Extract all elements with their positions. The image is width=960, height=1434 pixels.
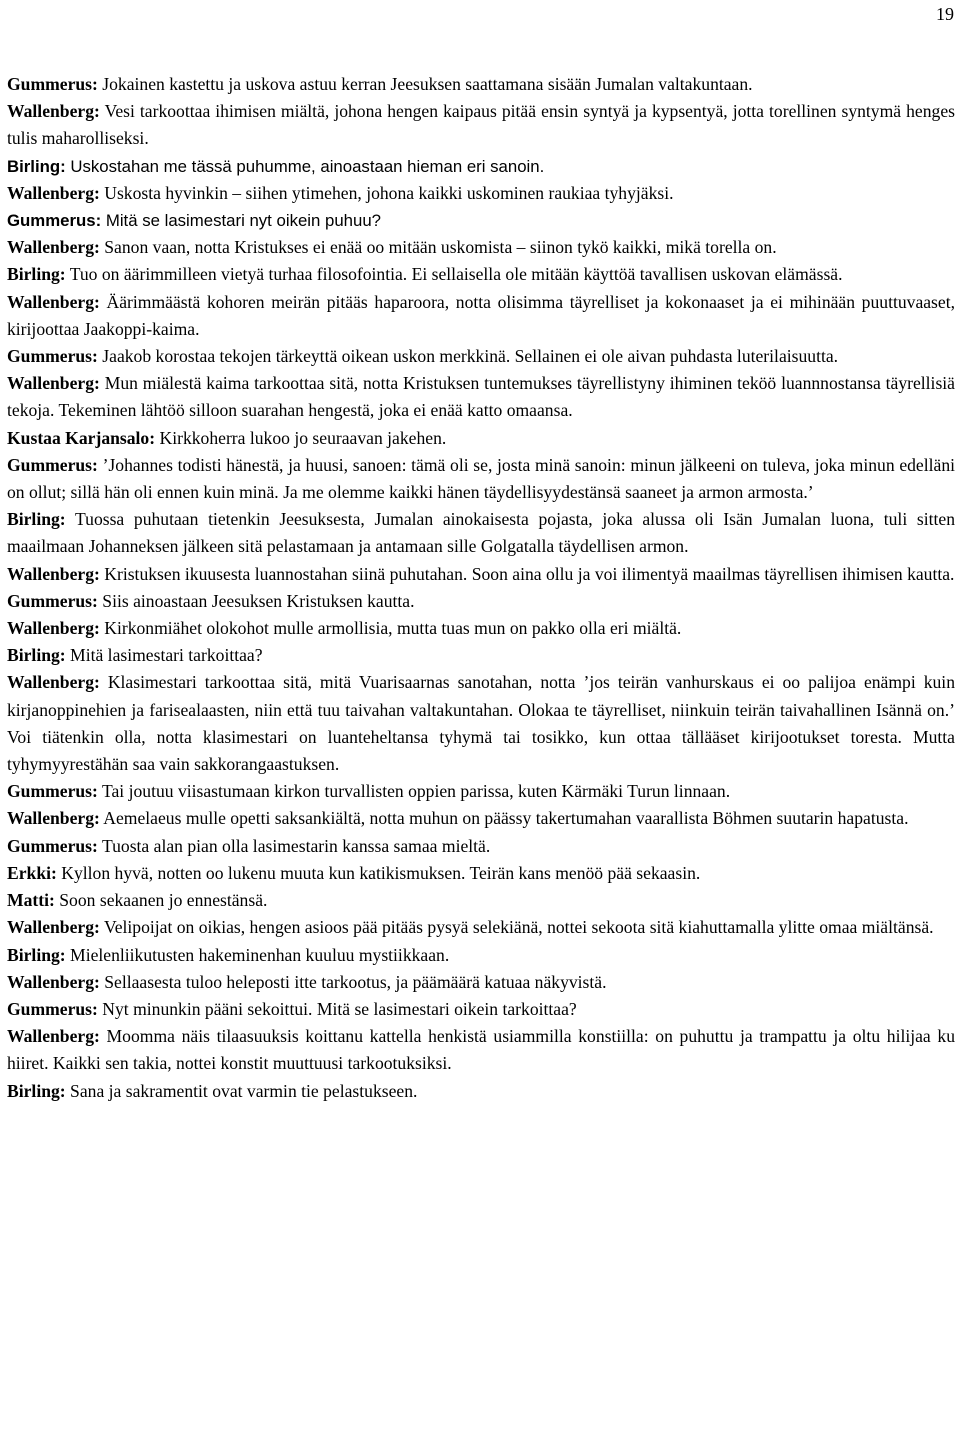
speaker-name: Wallenberg: [7,373,100,394]
line-text: Mitä se lasimestari nyt oikein puhuu? [101,211,382,231]
dialogue-line [7,343,955,370]
dialogue-line [7,234,955,261]
line-text: Tuosta alan pian olla lasimestarin kanssa samaa mieltä. [97,835,491,856]
line-text: Kristuksen ikuusesta luannostahan siinä puhutahan. Soon aina ollu ja voi ilimentyä maailmas täyrellisen ihimisen kautta. [99,563,955,584]
speaker-name: Gummerus: [7,74,98,94]
line-text: Äärimmäästä kohoren meirän pitääs haparoora, notta olisimma täyrelliset ja kokonaaset ja ei mihinään puuttuvaaset, kirijoottaa Jaakoppi-kaima. [7,291,955,339]
line-text: Tai joutuu viisastumaan kirkon turvallisten oppien parissa, kuten Kärmäki Turun linnaan. [97,781,731,802]
speaker-name: Wallenberg: [7,291,100,312]
speaker-name: Birling: [7,156,66,176]
dialogue-line [7,370,955,424]
speaker-name: Wallenberg: [7,672,100,693]
line-text: Sellaasesta tuloo heleposti itte tarkootus, ja päämäärä katuaa näkyvistä. [99,971,607,992]
dialogue-line [7,669,955,778]
speaker-name: Gummerus: [7,590,98,611]
speaker-name: Birling: [7,1080,66,1101]
dialogue-line [7,615,955,642]
dialogue-line [7,642,955,669]
dialogue-line [7,261,955,288]
speaker-name: Gummerus: [7,211,102,231]
dialogue-line [7,71,955,98]
line-text: Kirkkoherra lukoo jo seuraavan jakehen. [155,427,447,448]
speaker-name: Matti: [7,890,55,911]
speaker-name: Wallenberg: [7,563,100,584]
dialogue-line [7,942,955,969]
dialogue-line [7,153,955,180]
line-text: Mun miälestä kaima tarkoottaa sitä, notta Kristuksen tuntemukses täyrellistyny ihiminen teköö luannnostansa täyrellisiä tekoja. Tekeminen lähtöö silloon suarahan hengestä, joka ei enää katto omaansa. [7,373,955,421]
speaker-name: Wallenberg: [7,182,100,203]
line-text: Velipoijat on oikias, hengen asioos pää pitääs pysyä selekiänä, nottei sekoota sitä kiahuttamalla ylitte omaa miältänsä. [99,917,934,938]
dialogue-line [7,1078,955,1105]
speaker-name: Wallenberg: [7,917,100,938]
speaker-name: Wallenberg: [7,618,100,639]
dialogue-body [7,71,955,1105]
line-text: Klasimestari tarkoottaa sitä, mitä Vuarisaarnas sanotahan, notta ’jos teirän vanhurskaus ei oo palijoa enämpi kuin kirjanoppinehien ja farisealaasten, niin että tuu taivahan valtakuntahan. Olokaa te täyrelliset, niinkuin teirän taivahallinen Isännä on.’ Voi tiätenkin olla, notta klasimestari on luanteheltansa tyhymä tai tosikko, kun ottaa tällääset kirijootukset toresta. Mutta tyhymyyrestähän saa vain sakkorangaastuksen. [7,672,955,775]
speaker-name: Gummerus: [7,781,98,802]
speaker-name: Wallenberg: [7,237,100,258]
page-number: 19 [936,4,954,24]
speaker-name: Birling: [7,264,66,285]
dialogue-line [7,778,955,805]
line-text: Sanon vaan, notta Kristukses ei enää oo mitään uskomista – siinon tykö kaikki, mikä torella on. [99,237,777,258]
dialogue-line [7,561,955,588]
dialogue-line [7,914,955,941]
dialogue-line [7,887,955,914]
line-text: Uskostahan me tässä puhumme, ainoastaan hieman eri sanoin. [65,156,545,176]
dialogue-line [7,969,955,996]
speaker-name: Wallenberg: [7,971,100,992]
dialogue-line [7,506,955,560]
dialogue-line [7,588,955,615]
dialogue-line [7,860,955,887]
line-text: Tuossa puhutaan tietenkin Jeesuksesta, Jumalan ainokaisesta pojasta, joka alussa oli Isän Jumalan luona, tuli sitten maailmaan Johanneksen jälkeen sitä pelastamaan ja antamaan sille Golgatalla täydellisen armon. [7,509,955,557]
dialogue-line [7,1023,955,1077]
dialogue-line [7,289,955,343]
line-text: Mielenliikutusten hakeminenhan kuuluu mystiikkaan. [65,944,450,965]
dialogue-line [7,833,955,860]
speaker-name: Birling: [7,944,66,965]
speaker-name: Gummerus: [7,346,98,367]
dialogue-line [7,425,955,452]
line-text: Aemelaeus mulle opetti saksankiältä, notta muhun on päässy takertumahan vaarallista Böhmen suutarin hapatusta. [99,808,909,829]
speaker-name: Gummerus: [7,998,98,1019]
speaker-name: Birling: [7,645,66,666]
line-text: Jaakob korostaa tekojen tärkeyttä oikean uskon merkkinä. Sellainen ei ole aivan puhdasta luterilaisuutta. [97,346,839,367]
line-text: Mitä lasimestari tarkoittaa? [65,645,263,666]
speaker-name: Kustaa Karjansalo: [7,427,156,448]
line-text: Jokainen kastettu ja uskova astuu kerran Jeesuksen saattamana sisään Jumalan valtakuntaan. [97,74,753,94]
line-text: Kirkonmiähet olokohot mulle armollisia, mutta tuas mun on pakko olla eri miältä. [99,618,682,639]
dialogue-line [7,207,955,234]
line-text: Tuo on äärimmilleen vietyä turhaa filosofointia. Ei sellaisella ole mitään käyttöä tavallisen uskovan elämässä. [65,264,843,285]
line-text: ’Johannes todisti hänestä, ja huusi, sanoen: tämä oli se, josta minä sanoin: minun jälkeeni on tuleva, joka minun edelläni on ollut; sillä hän oli ennen kuin minä. Ja me olemme kaikki hänen täydellisyydestänsä saaneet ja armon armosta.’ [7,454,955,503]
line-text: Kyllon hyvä, notten oo lukenu muuta kun katikismuksen. Teirän kans menöö pää sekaasin. [56,862,701,883]
speaker-name: Wallenberg: [7,101,100,122]
line-text: Uskosta hyvinkin – siihen ytimehen, johona kaikki uskominen raukiaa tyhyjäksi. [99,182,674,203]
line-text: Nyt minunkin pääni sekoittui. Mitä se lasimestari oikein tarkoittaa? [97,998,577,1019]
line-text: Moomma näis tilaasuuksis koittanu kattella henkistä usiammilla konstiilla: on puhuttu ja trampattu ja oltu hilijaa ku hiiret. Kaikki sen takia, nottei konstit muuttuusi tarkootuksiksi. [7,1026,955,1074]
speaker-name: Gummerus: [7,454,98,475]
line-text: Vesi tarkoottaa ihimisen miältä, johona hengen kaipaus pitää ensin syntyä ja kypsentyä, jotta torellinen syntymä henges tulis maharolliseksi. [7,101,955,149]
speaker-name: Erkki: [7,862,57,883]
dialogue-line [7,98,955,152]
dialogue-line [7,996,955,1023]
speaker-name: Wallenberg: [7,1026,100,1047]
line-text: Sana ja sakramentit ovat varmin tie pelastukseen. [65,1080,418,1101]
dialogue-line [7,805,955,832]
speaker-name: Wallenberg: [7,808,100,829]
dialogue-line [7,180,955,207]
speaker-name: Birling: [7,509,66,530]
line-text: Soon sekaanen jo ennestänsä. [54,890,268,911]
dialogue-line [7,452,955,506]
line-text: Siis ainoastaan Jeesuksen Kristuksen kautta. [97,590,415,611]
speaker-name: Gummerus: [7,835,98,856]
